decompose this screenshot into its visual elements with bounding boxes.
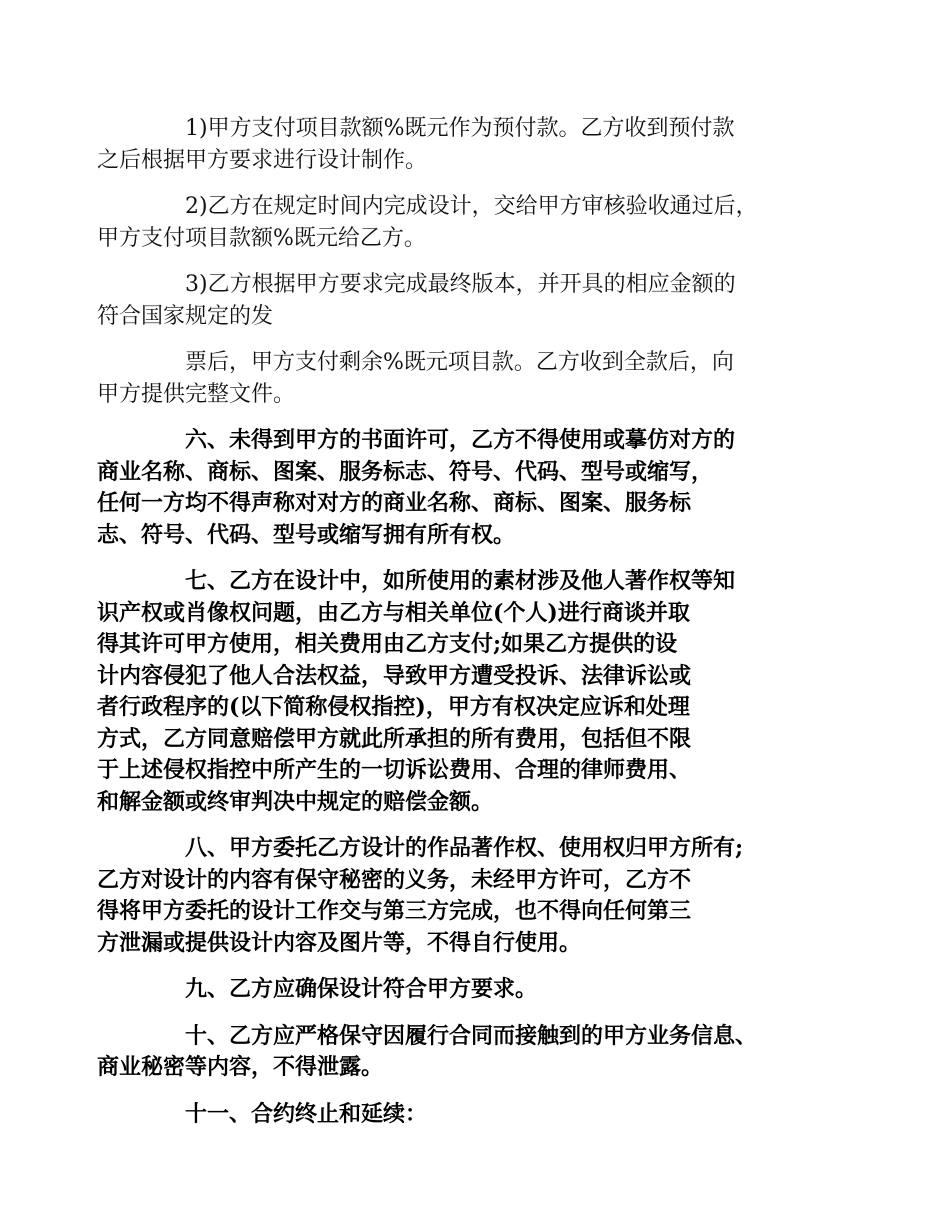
text-line: 得将甲方委托的设计工作交与第三方完成，也不得向任何第三 [97,898,692,924]
text-line: 票后，甲方支付剩余%既元项目款。乙方收到全款后，向 [185,350,734,375]
text-line: 七、乙方在设计中，如所使用的素材涉及他人著作权等知 [185,568,736,594]
text-line: 甲方支付项目款额%既元给乙方。 [97,225,426,251]
payment-clause-3-continued [97,347,811,410]
text-line: 者行政程序的(以下简称侵权指控)，甲方有权决定应诉和处理 [97,694,690,720]
clause-ten [97,1021,811,1084]
clause-seven [97,566,811,818]
payment-clause-3 [97,269,811,332]
payment-clause-1 [97,113,811,176]
text-line: 符合国家规定的发 [97,303,274,329]
payment-clause-2 [97,191,811,254]
text-line: 十一、合约终止和延续： [185,1100,428,1127]
text-line: 志、符号、代码、型号或缩写拥有所有权。 [97,521,516,548]
text-line: 方泄漏或提供设计内容及图片等，不得自行使用。 [97,929,582,956]
text-line: 乙方对设计的内容有保守秘密的义务，未经甲方许可，乙方不 [97,866,692,893]
text-line: 和解金额或终审判决中规定的赔偿金额。 [97,788,494,815]
text-line: 商业名称、商标、图案、服务标志、符号、代码、型号或缩写， [97,458,714,485]
text-line: 甲方提供完整文件。 [97,381,296,407]
document-page [97,113,811,1145]
text-line: 九、乙方应确保设计符合甲方要求。 [185,976,538,1002]
text-line: 1)甲方支付项目款额%既元作为预付款。乙方收到预付款 [185,116,735,141]
text-line: 识产权或肖像权问题，由乙方与相关单位(个人)进行商谈并取 [97,599,690,626]
clause-eleven-heading [141,1099,811,1131]
text-line: 任何一方均不得声称对对方的商业名称、商标、图案、服务标 [97,490,692,516]
text-line: 得其许可甲方使用，相关费用由乙方支付;如果乙方提供的设 [97,631,678,657]
text-line: 十、乙方应严格保守因履行合同而接触到的甲方业务信息、 [185,1022,758,1049]
text-line: 3)乙方根据甲方要求完成最终版本，并开具的相应金额的 [185,272,736,297]
clause-nine [141,974,811,1006]
text-line: 计内容侵犯了他人合法权益，导致甲方遭受投诉、法律诉讼或 [97,662,692,689]
text-line: 于上述侵权指控中所产生的一切诉讼费用、合理的律师费用、 [97,757,692,783]
text-line: 2)乙方在规定时间内完成设计，交给甲方审核验收通过后， [185,194,758,219]
text-line: 之后根据甲方要求进行设计制作。 [97,147,428,173]
clause-six [97,425,811,551]
text-line: 方式，乙方同意赔偿甲方就此所承担的所有费用，包括但不限 [97,725,692,752]
clause-eight [97,833,811,959]
text-line: 八、甲方委托乙方设计的作品著作权、使用权归甲方所有; [185,835,744,861]
text-line: 六、未得到甲方的书面许可，乙方不得使用或摹仿对方的 [185,427,736,453]
text-line: 商业秘密等内容，不得泄露。 [97,1054,384,1080]
